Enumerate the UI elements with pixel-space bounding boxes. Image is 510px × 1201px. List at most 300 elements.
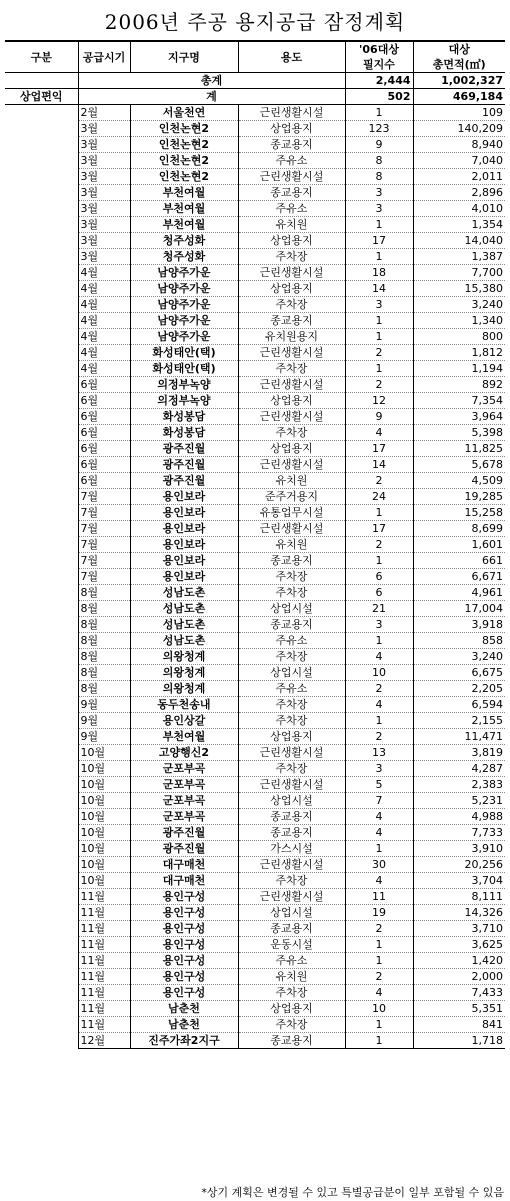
row-month: 7월 (78, 553, 130, 569)
row-parcel-count: 1 (345, 937, 413, 953)
row-area: 4,988 (413, 809, 505, 825)
row-use: 근린생활시설 (238, 409, 345, 425)
row-parcel-count: 10 (345, 1001, 413, 1017)
row-area: 14,326 (413, 905, 505, 921)
row-parcel-count: 17 (345, 233, 413, 249)
row-month: 8월 (78, 665, 130, 681)
row-use: 근린생활시설 (238, 857, 345, 873)
row-month: 8월 (78, 633, 130, 649)
row-use: 운동시설 (238, 937, 345, 953)
row-area: 1,194 (413, 361, 505, 377)
row-parcel-count: 1 (345, 105, 413, 121)
row-use: 근린생활시설 (238, 889, 345, 905)
category-spacer (5, 105, 78, 1049)
row-use: 주유소 (238, 953, 345, 969)
page-title: 2006년 주공 용지공급 잠정계획 (104, 10, 406, 34)
row-area: 858 (413, 633, 505, 649)
row-use: 근린생활시설 (238, 745, 345, 761)
row-month: 11월 (78, 953, 130, 969)
row-area: 14,040 (413, 233, 505, 249)
row-area: 2,205 (413, 681, 505, 697)
row-month: 11월 (78, 889, 130, 905)
row-use: 상업용지 (238, 441, 345, 457)
row-district: 남양주가운 (130, 265, 238, 281)
row-area: 140,209 (413, 121, 505, 137)
table-row (5, 537, 505, 553)
row-area: 11,825 (413, 441, 505, 457)
row-area: 661 (413, 553, 505, 569)
table-row (5, 233, 505, 249)
row-use: 주유소 (238, 153, 345, 169)
row-area: 7,433 (413, 985, 505, 1001)
row-area: 3,964 (413, 409, 505, 425)
row-area: 1,340 (413, 313, 505, 329)
table-row (5, 697, 505, 713)
group-subtotal-row (5, 89, 505, 105)
row-district: 광주진월 (130, 441, 238, 457)
row-area: 3,710 (413, 921, 505, 937)
header-area-line1: 대상 (448, 43, 470, 56)
row-month: 9월 (78, 729, 130, 745)
row-district: 용인보라 (130, 537, 238, 553)
row-parcel-count: 5 (345, 777, 413, 793)
row-month: 11월 (78, 937, 130, 953)
table-row (5, 985, 505, 1001)
row-area: 5,398 (413, 425, 505, 441)
row-district: 군포부곡 (130, 761, 238, 777)
row-area: 3,910 (413, 841, 505, 857)
row-month: 10월 (78, 857, 130, 873)
row-district: 화성봉담 (130, 425, 238, 441)
row-month: 4월 (78, 313, 130, 329)
row-district: 인천논현2 (130, 169, 238, 185)
row-parcel-count: 3 (345, 297, 413, 313)
row-district: 인천논현2 (130, 153, 238, 169)
row-use: 주차장 (238, 649, 345, 665)
row-month: 3월 (78, 137, 130, 153)
row-area: 2,155 (413, 713, 505, 729)
row-use: 종교용지 (238, 809, 345, 825)
row-district: 남양주가운 (130, 281, 238, 297)
row-area: 3,240 (413, 649, 505, 665)
row-month: 11월 (78, 1001, 130, 1017)
row-district: 용인상갈 (130, 713, 238, 729)
row-use: 종교용지 (238, 921, 345, 937)
row-month: 6월 (78, 393, 130, 409)
table-row (5, 345, 505, 361)
row-district: 부천여월 (130, 217, 238, 233)
row-district: 남양주가운 (130, 313, 238, 329)
row-use: 근린생활시설 (238, 377, 345, 393)
table-row (5, 585, 505, 601)
row-use: 상업용지 (238, 393, 345, 409)
row-district: 용인구성 (130, 905, 238, 921)
row-district: 의왕청계 (130, 681, 238, 697)
row-district: 의왕청계 (130, 665, 238, 681)
row-district: 군포부곡 (130, 793, 238, 809)
row-use: 종교용지 (238, 1033, 345, 1049)
row-parcel-count: 2 (345, 345, 413, 361)
table-row (5, 1001, 505, 1017)
row-area: 7,354 (413, 393, 505, 409)
total-label: 총계 (78, 73, 345, 89)
total-blank (5, 73, 78, 89)
row-month: 8월 (78, 585, 130, 601)
row-parcel-count: 2 (345, 377, 413, 393)
row-district: 용인보라 (130, 569, 238, 585)
row-parcel-count: 1 (345, 841, 413, 857)
row-district: 인천논현2 (130, 137, 238, 153)
table-row (5, 873, 505, 889)
table-row (5, 457, 505, 473)
row-use: 상업용지 (238, 281, 345, 297)
row-parcel-count: 10 (345, 665, 413, 681)
row-month: 4월 (78, 345, 130, 361)
row-area: 15,380 (413, 281, 505, 297)
row-use: 유치원용지 (238, 329, 345, 345)
row-month: 10월 (78, 809, 130, 825)
row-month: 9월 (78, 697, 130, 713)
row-parcel-count: 14 (345, 281, 413, 297)
row-use: 주차장 (238, 873, 345, 889)
row-district: 진주가좌2지구 (130, 1033, 238, 1049)
row-month: 7월 (78, 569, 130, 585)
row-district: 용인보라 (130, 521, 238, 537)
row-use: 주차장 (238, 985, 345, 1001)
row-month: 4월 (78, 329, 130, 345)
row-use: 근린생활시설 (238, 521, 345, 537)
table-row (5, 425, 505, 441)
table-row (5, 777, 505, 793)
row-area: 1,354 (413, 217, 505, 233)
table-row (5, 729, 505, 745)
table-row (5, 185, 505, 201)
row-month: 10월 (78, 777, 130, 793)
row-parcel-count: 9 (345, 409, 413, 425)
row-month: 6월 (78, 473, 130, 489)
row-use: 주차장 (238, 361, 345, 377)
row-area: 19,285 (413, 489, 505, 505)
row-use: 주차장 (238, 697, 345, 713)
table-row (5, 281, 505, 297)
table-row (5, 617, 505, 633)
header-count-line1: '06대상 (359, 43, 399, 56)
row-area: 3,918 (413, 617, 505, 633)
row-area: 8,111 (413, 889, 505, 905)
row-parcel-count: 1 (345, 1033, 413, 1049)
row-parcel-count: 7 (345, 793, 413, 809)
table-row (5, 441, 505, 457)
table-row (5, 857, 505, 873)
total-area: 1,002,327 (413, 73, 505, 89)
row-area: 6,594 (413, 697, 505, 713)
row-parcel-count: 3 (345, 201, 413, 217)
row-district: 청주성화 (130, 233, 238, 249)
row-district: 부천여월 (130, 201, 238, 217)
row-area: 11,471 (413, 729, 505, 745)
row-month: 3월 (78, 121, 130, 137)
row-parcel-count: 18 (345, 265, 413, 281)
header-count-line2: 필지수 (363, 58, 395, 71)
row-parcel-count: 2 (345, 969, 413, 985)
row-area: 2,011 (413, 169, 505, 185)
table-row (5, 825, 505, 841)
row-parcel-count: 4 (345, 873, 413, 889)
table-row (5, 473, 505, 489)
row-month: 11월 (78, 905, 130, 921)
table-row (5, 649, 505, 665)
row-parcel-count: 6 (345, 569, 413, 585)
row-month: 3월 (78, 249, 130, 265)
table-row (5, 601, 505, 617)
row-district: 성남도촌 (130, 601, 238, 617)
row-area: 8,940 (413, 137, 505, 153)
row-month: 10월 (78, 745, 130, 761)
table-row (5, 969, 505, 985)
footnote: *상기 계획은 변경될 수 있고 특별공급분이 일부 포함될 수 있음 (201, 1186, 504, 1199)
row-parcel-count: 13 (345, 745, 413, 761)
row-district: 대구매천 (130, 857, 238, 873)
row-use: 가스시설 (238, 841, 345, 857)
row-month: 8월 (78, 649, 130, 665)
row-parcel-count: 1 (345, 217, 413, 233)
row-use: 종교용지 (238, 617, 345, 633)
row-district: 청주성화 (130, 249, 238, 265)
row-district: 용인보라 (130, 489, 238, 505)
header-area-line2: 총면적(㎡) (432, 58, 486, 71)
table-row (5, 841, 505, 857)
row-month: 8월 (78, 617, 130, 633)
row-month: 3월 (78, 201, 130, 217)
row-district: 동두천송내 (130, 697, 238, 713)
header-area (413, 41, 505, 73)
row-district: 인천논현2 (130, 121, 238, 137)
row-district: 의정부녹양 (130, 393, 238, 409)
row-use: 주차장 (238, 713, 345, 729)
row-area: 4,287 (413, 761, 505, 777)
row-month: 10월 (78, 873, 130, 889)
row-district: 남춘천 (130, 1017, 238, 1033)
row-district: 서울천연 (130, 105, 238, 121)
table-row (5, 377, 505, 393)
row-parcel-count: 123 (345, 121, 413, 137)
row-month: 7월 (78, 505, 130, 521)
row-month: 3월 (78, 233, 130, 249)
row-district: 고양행신2 (130, 745, 238, 761)
row-parcel-count: 4 (345, 809, 413, 825)
row-area: 3,240 (413, 297, 505, 313)
row-area: 1,601 (413, 537, 505, 553)
table-row (5, 713, 505, 729)
row-parcel-count: 2 (345, 473, 413, 489)
row-district: 성남도촌 (130, 585, 238, 601)
table-row (5, 633, 505, 649)
row-district: 화성태안(택) (130, 345, 238, 361)
row-area: 5,351 (413, 1001, 505, 1017)
row-parcel-count: 2 (345, 681, 413, 697)
row-parcel-count: 21 (345, 601, 413, 617)
row-area: 2,000 (413, 969, 505, 985)
row-use: 유통업무시설 (238, 505, 345, 521)
row-month: 7월 (78, 521, 130, 537)
table-row (5, 249, 505, 265)
row-district: 부천여월 (130, 729, 238, 745)
row-parcel-count: 3 (345, 761, 413, 777)
row-area: 2,896 (413, 185, 505, 201)
table-row (5, 105, 505, 121)
row-district: 용인보라 (130, 553, 238, 569)
row-parcel-count: 4 (345, 649, 413, 665)
table-row (5, 393, 505, 409)
row-parcel-count: 3 (345, 617, 413, 633)
row-month: 4월 (78, 265, 130, 281)
row-parcel-count: 1 (345, 249, 413, 265)
row-parcel-count: 1 (345, 361, 413, 377)
group-subtotal-area: 469,184 (413, 89, 505, 105)
row-district: 화성태안(택) (130, 361, 238, 377)
row-area: 4,010 (413, 201, 505, 217)
row-month: 4월 (78, 281, 130, 297)
category-cell: 상업편익 (5, 89, 78, 105)
row-use: 상업시설 (238, 793, 345, 809)
row-parcel-count: 17 (345, 521, 413, 537)
row-area: 17,004 (413, 601, 505, 617)
row-district: 용인구성 (130, 953, 238, 969)
row-district: 대구매천 (130, 873, 238, 889)
row-district: 군포부곡 (130, 809, 238, 825)
row-area: 1,387 (413, 249, 505, 265)
table-row (5, 409, 505, 425)
row-district: 용인구성 (130, 921, 238, 937)
header-row (5, 41, 505, 73)
row-area: 3,819 (413, 745, 505, 761)
row-district: 남춘천 (130, 1001, 238, 1017)
row-district: 남양주가운 (130, 297, 238, 313)
row-parcel-count: 3 (345, 185, 413, 201)
table-row (5, 889, 505, 905)
row-use: 상업시설 (238, 905, 345, 921)
row-district: 광주진월 (130, 825, 238, 841)
row-parcel-count: 1 (345, 505, 413, 521)
row-parcel-count: 8 (345, 169, 413, 185)
row-month: 12월 (78, 1033, 130, 1049)
row-month: 6월 (78, 425, 130, 441)
row-month: 6월 (78, 409, 130, 425)
table-row (5, 681, 505, 697)
row-month: 3월 (78, 169, 130, 185)
row-parcel-count: 4 (345, 825, 413, 841)
header-use: 용도 (238, 41, 345, 73)
row-use: 주유소 (238, 201, 345, 217)
row-area: 1,718 (413, 1033, 505, 1049)
row-use: 종교용지 (238, 313, 345, 329)
row-area: 6,671 (413, 569, 505, 585)
row-parcel-count: 1 (345, 313, 413, 329)
total-count: 2,444 (345, 73, 413, 89)
row-area: 841 (413, 1017, 505, 1033)
row-area: 15,258 (413, 505, 505, 521)
row-parcel-count: 11 (345, 889, 413, 905)
row-use: 근린생활시설 (238, 169, 345, 185)
row-use: 유치원 (238, 969, 345, 985)
row-use: 근린생활시설 (238, 457, 345, 473)
row-month: 3월 (78, 185, 130, 201)
row-use: 근린생활시설 (238, 345, 345, 361)
row-month: 4월 (78, 361, 130, 377)
row-parcel-count: 17 (345, 441, 413, 457)
row-area: 3,704 (413, 873, 505, 889)
row-parcel-count: 2 (345, 921, 413, 937)
row-use: 근린생활시설 (238, 105, 345, 121)
row-use: 준주거용지 (238, 489, 345, 505)
table-row (5, 953, 505, 969)
table-row (5, 1033, 505, 1049)
row-parcel-count: 1 (345, 553, 413, 569)
row-parcel-count: 14 (345, 457, 413, 473)
row-use: 상업용지 (238, 233, 345, 249)
row-area: 5,231 (413, 793, 505, 809)
row-district: 남양주가운 (130, 329, 238, 345)
row-month: 6월 (78, 441, 130, 457)
row-month: 6월 (78, 457, 130, 473)
row-area: 109 (413, 105, 505, 121)
total-row (5, 73, 505, 89)
row-parcel-count: 6 (345, 585, 413, 601)
row-district: 의정부녹양 (130, 377, 238, 393)
group-subtotal-count: 502 (345, 89, 413, 105)
table-row (5, 217, 505, 233)
row-district: 화성봉담 (130, 409, 238, 425)
row-month: 11월 (78, 921, 130, 937)
row-month: 9월 (78, 713, 130, 729)
table-row (5, 329, 505, 345)
row-area: 3,625 (413, 937, 505, 953)
table-row (5, 937, 505, 953)
row-use: 상업용지 (238, 121, 345, 137)
row-parcel-count: 4 (345, 697, 413, 713)
row-parcel-count: 1 (345, 329, 413, 345)
row-district: 광주진월 (130, 841, 238, 857)
table-row (5, 745, 505, 761)
row-use: 근린생활시설 (238, 777, 345, 793)
row-parcel-count: 1 (345, 633, 413, 649)
header-timing: 공급시기 (78, 41, 130, 73)
row-area: 7,733 (413, 825, 505, 841)
table-row (5, 793, 505, 809)
row-parcel-count: 12 (345, 393, 413, 409)
row-parcel-count: 4 (345, 985, 413, 1001)
row-area: 800 (413, 329, 505, 345)
table-row (5, 761, 505, 777)
table-row (5, 153, 505, 169)
row-month: 8월 (78, 601, 130, 617)
row-area: 20,256 (413, 857, 505, 873)
row-month: 2월 (78, 105, 130, 121)
row-area: 6,675 (413, 665, 505, 681)
row-month: 4월 (78, 297, 130, 313)
table-row (5, 297, 505, 313)
row-month: 11월 (78, 1017, 130, 1033)
row-parcel-count: 2 (345, 537, 413, 553)
row-use: 주차장 (238, 249, 345, 265)
row-parcel-count: 24 (345, 489, 413, 505)
row-use: 유치원 (238, 217, 345, 233)
row-month: 8월 (78, 681, 130, 697)
table-row (5, 1017, 505, 1033)
row-area: 5,678 (413, 457, 505, 473)
row-use: 상업시설 (238, 601, 345, 617)
row-use: 종교용지 (238, 553, 345, 569)
